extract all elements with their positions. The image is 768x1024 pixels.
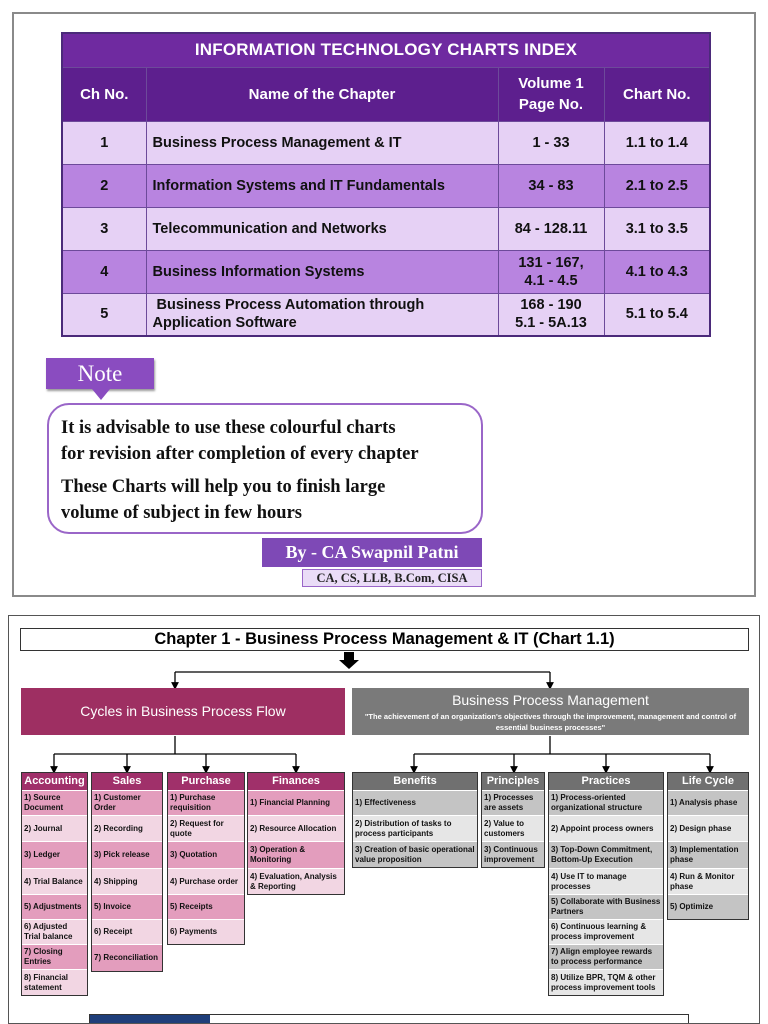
table-row <box>62 250 710 293</box>
list-item: 1) Processes are assets <box>482 790 544 815</box>
header-ch-no: Ch No. <box>62 67 146 121</box>
list-item: 6) Receipt <box>92 919 162 944</box>
list-item: 1) Customer Order <box>92 790 162 815</box>
list-item: 3) Operation & Monitoring <box>248 841 344 868</box>
note-line: for revision after completion of every chapter <box>61 444 419 464</box>
list-item: 1) Process-oriented organizational structure <box>549 790 663 815</box>
page-range: 168 - 190 5.1 - 5A.13 <box>498 293 604 336</box>
page-range: 34 - 83 <box>498 164 604 207</box>
list-item: 5) Adjustments <box>22 894 87 919</box>
column-title: Benefits <box>353 773 477 790</box>
note-line: volume of subject in few hours <box>61 503 303 523</box>
list-item: 2) Recording <box>92 815 162 841</box>
list-item: 3) Creation of basic operational value proposition <box>353 841 477 867</box>
column-purchase <box>167 772 245 945</box>
chapter-number: 1 <box>62 121 146 164</box>
list-item: 3) Quotation <box>168 841 244 868</box>
list-item: 3) Top-Down Commitment, Bottom-Up Execution <box>549 841 663 868</box>
column-sales <box>91 772 163 972</box>
list-item: 4) Shipping <box>92 868 162 894</box>
list-item: 2) Design phase <box>668 815 748 841</box>
list-item: 1) Source Document <box>22 790 87 815</box>
chapter-name: Information Systems and IT Fundamentals <box>146 164 498 207</box>
chart-title: Chapter 1 - Business Process Management & IT (Chart 1.1) <box>20 628 749 651</box>
column-title: Practices <box>549 773 663 790</box>
header-volume-page: Volume 1 Page No. <box>498 67 604 121</box>
bpm-header-box <box>352 688 749 735</box>
page-range: 84 - 128.11 <box>498 207 604 250</box>
header-chart-no: Chart No. <box>604 67 710 121</box>
list-item: 6) Continuous learning & process improvement <box>549 919 663 944</box>
index-page <box>12 12 756 597</box>
list-item: 6) Payments <box>168 919 244 944</box>
chapter-name: Telecommunication and Networks <box>146 207 498 250</box>
chart-range: 1.1 to 1.4 <box>604 121 710 164</box>
note-line: These Charts will help you to finish large <box>61 477 386 497</box>
table-row <box>62 121 710 164</box>
column-benefits <box>352 772 478 868</box>
chart-range: 2.1 to 2.5 <box>604 164 710 207</box>
chart-page <box>8 615 760 1024</box>
page-range: 1 - 33 <box>498 121 604 164</box>
column-practices <box>548 772 664 996</box>
column-title: Finances <box>248 773 344 790</box>
index-title: INFORMATION TECHNOLOGY CHARTS INDEX <box>62 33 710 67</box>
list-item: 1) Financial Planning <box>248 790 344 815</box>
list-item: 6) Adjusted Trial balance <box>22 919 87 944</box>
table-row <box>62 207 710 250</box>
list-item: 3) Pick release <box>92 841 162 868</box>
author-qualifications: CA, CS, LLB, B.Com, CISA <box>302 569 482 587</box>
note-line: It is advisable to use these colourful charts <box>61 418 396 438</box>
list-item: 4) Run & Monitor phase <box>668 868 748 894</box>
list-item: 4) Evaluation, Analysis & Reporting <box>248 868 344 894</box>
column-title: Principles <box>482 773 544 790</box>
list-item: 2) Value to customers <box>482 815 544 841</box>
list-item: 5) Receipts <box>168 894 244 919</box>
note-box <box>47 403 483 534</box>
list-item: 7) Reconciliation <box>92 944 162 971</box>
table-row <box>62 164 710 207</box>
list-item: 3) Implementation phase <box>668 841 748 868</box>
header-chapter-name: Name of the Chapter <box>146 67 498 121</box>
list-item: 8) Financial statement <box>22 969 87 995</box>
column-title: Purchase <box>168 773 244 790</box>
chapter-name: Business Process Management & IT <box>146 121 498 164</box>
chapter-name: Business Process Automation through Application Software <box>146 293 498 336</box>
chart-range: 4.1 to 4.3 <box>604 250 710 293</box>
list-item: 1) Analysis phase <box>668 790 748 815</box>
list-item: 5) Invoice <box>92 894 162 919</box>
author-byline: By - CA Swapnil Patni <box>262 538 482 567</box>
page-footer-strip <box>89 1014 689 1024</box>
list-item: 4) Trial Balance <box>22 868 87 894</box>
column-finances <box>247 772 345 895</box>
list-item: 4) Purchase order <box>168 868 244 894</box>
bpm-title: Business Process Management <box>452 692 649 708</box>
list-item: 2) Distribution of tasks to process participants <box>353 815 477 841</box>
list-item: 5) Collaborate with Business Partners <box>549 894 663 919</box>
list-item: 3) Ledger <box>22 841 87 868</box>
list-item: 8) Utilize BPR, TQM & other process improvement tools <box>549 969 663 995</box>
list-item: 1) Effectiveness <box>353 790 477 815</box>
list-item: 3) Continuous improvement <box>482 841 544 867</box>
main-arrow-head <box>339 660 359 669</box>
column-title: Life Cycle <box>668 773 748 790</box>
column-title: Sales <box>92 773 162 790</box>
charts-index-table <box>61 32 711 337</box>
list-item: 2) Resource Allocation <box>248 815 344 841</box>
chapter-number: 3 <box>62 207 146 250</box>
column-principles <box>481 772 545 868</box>
list-item: 2) Request for quote <box>168 815 244 841</box>
column-title: Accounting <box>22 773 87 790</box>
list-item: 2) Journal <box>22 815 87 841</box>
page-range: 131 - 167, 4.1 - 4.5 <box>498 250 604 293</box>
note-pointer-arrow <box>92 389 110 400</box>
table-row <box>62 293 710 336</box>
list-item: 1) Purchase requisition <box>168 790 244 815</box>
list-item: 7) Align employee rewards to process performance <box>549 944 663 969</box>
list-item: 4) Use IT to manage processes <box>549 868 663 894</box>
chapter-number: 2 <box>62 164 146 207</box>
footer-logo <box>90 1015 210 1024</box>
list-item: 5) Optimize <box>668 894 748 919</box>
cycles-header-box: Cycles in Business Process Flow <box>21 688 345 735</box>
bpm-definition: "The achievement of an organization's objectives through the improvement, management and control of essential business processes" <box>364 712 737 732</box>
chart-range: 3.1 to 3.5 <box>604 207 710 250</box>
column-accounting <box>21 772 88 996</box>
main-arrow-shaft <box>344 652 354 661</box>
chart-range: 5.1 to 5.4 <box>604 293 710 336</box>
chapter-number: 4 <box>62 250 146 293</box>
list-item: 7) Closing Entries <box>22 944 87 969</box>
column-life-cycle <box>667 772 749 920</box>
note-label: Note <box>46 358 154 389</box>
chapter-name: Business Information Systems <box>146 250 498 293</box>
chapter-number: 5 <box>62 293 146 336</box>
list-item: 2) Appoint process owners <box>549 815 663 841</box>
